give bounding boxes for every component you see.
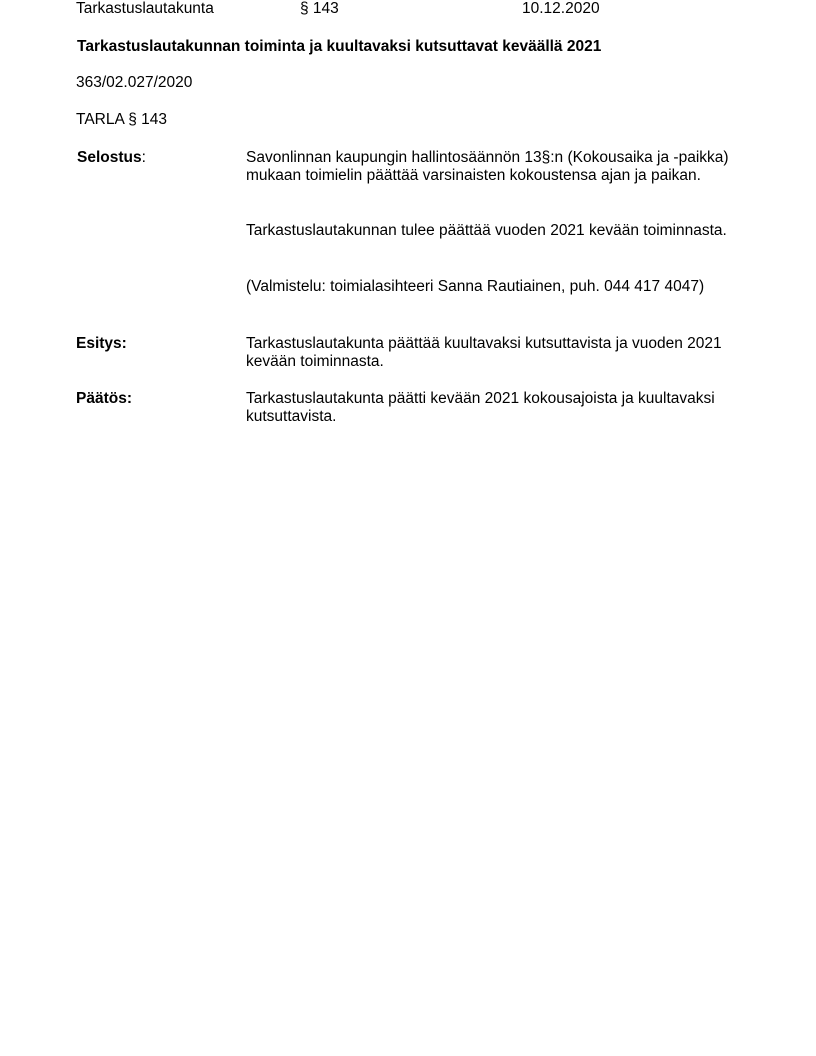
record-number: 363/02.027/2020 (76, 74, 193, 91)
esitys-text: Tarkastuslautakunta päättää kuultavaksi kutsuttavista ja vuoden 2021 kevään toiminnasta. (246, 335, 722, 370)
header-date: 10.12.2020 (522, 0, 600, 17)
selostus-paragraph-2: Tarkastuslautakunnan tulee päättää vuoden 2021 kevään toiminnasta. (246, 222, 727, 239)
esitys-label: Esitys: (76, 335, 127, 352)
selostus-label-text: Selostus (77, 149, 142, 166)
selostus-label-colon: : (141, 149, 146, 166)
header-section: § 143 (300, 0, 339, 17)
selostus-label (77, 149, 146, 167)
selostus-paragraph-3: (Valmistelu: toimialasihteeri Sanna Rautiainen, puh. 044 417 4047) (246, 278, 705, 295)
header-body-name: Tarkastuslautakunta (76, 0, 214, 17)
reference: TARLA § 143 (76, 111, 168, 128)
selostus-paragraph-1: Savonlinnan kaupungin hallintosäännön 13§:n (Kokousaika ja -paikka) mukaan toimielin päättää varsinaisten kokoustensa ajan ja paikan. (246, 149, 729, 184)
page-title: Tarkastuslautakunnan toiminta ja kuultavaksi kutsuttavat keväällä 2021 (77, 38, 602, 55)
paatos-label: Päätös: (76, 390, 132, 407)
paatos-text: Tarkastuslautakunta päätti kevään 2021 kokousajoista ja kuultavaksi kutsuttavista. (246, 390, 715, 425)
